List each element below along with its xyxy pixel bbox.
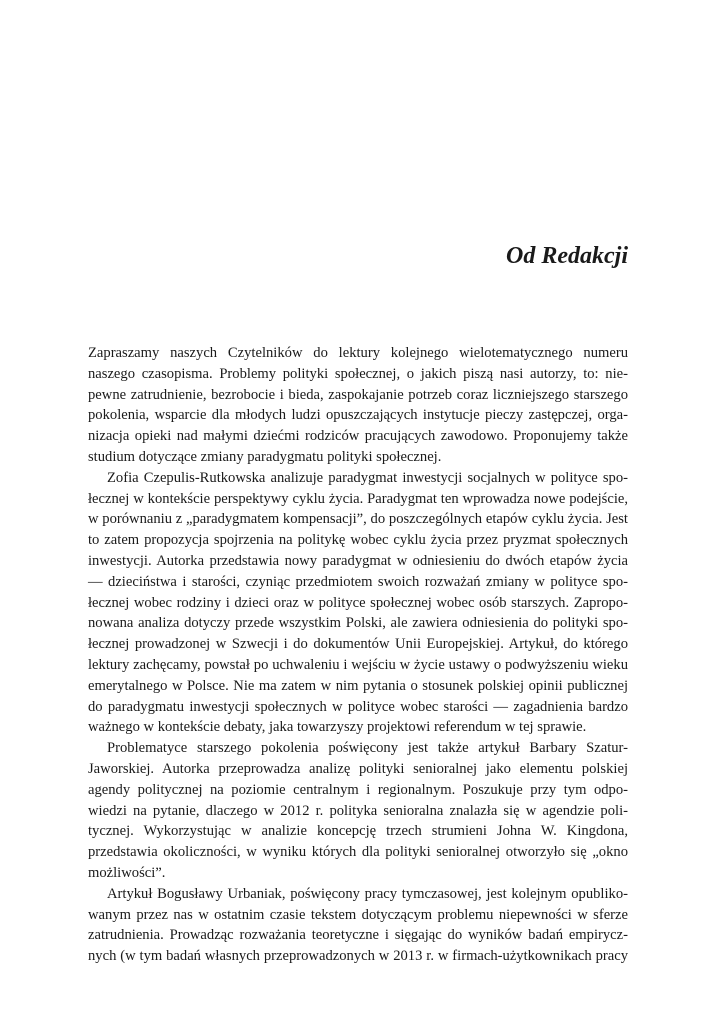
paragraph-line: tycznej. Wykorzystując w analizie koncepcję trzech strumieni Johna W. Kingdona, bbox=[88, 823, 628, 840]
paragraph-line: pokolenia, wsparcie dla młodych ludzi opuszczających instytucje pieczy zastępczej, orga- bbox=[88, 407, 628, 424]
paragraph-line: lektury zachęcamy, powstał po uchwaleniu i wejściu w życie ustawy o podwyższeniu wieku bbox=[88, 656, 628, 673]
paragraph-line: łecznej prowadzonej w Szwecji i do dokumentów Unii Europejskiej. Artykuł, do którego bbox=[88, 636, 628, 653]
paragraph-line: łecznej w kontekście perspektywy cyklu życia. Paradygmat ten wprowadza nowe podejście, bbox=[88, 490, 628, 507]
paragraph-line: przedstawia okoliczności, w wyniku których dla polityki senioralnej otworzyło się „okno bbox=[88, 844, 628, 861]
paragraph-line: emerytalnego w Polsce. Nie ma zatem w nim pytania o stosunek polskiej opinii publicznej bbox=[88, 677, 628, 694]
paragraph-line: Problematyce starszego pokolenia poświęcony jest także artykuł Barbary Szatur- bbox=[107, 740, 628, 757]
paragraph-line: zatrudnienia. Prowadząc rozważania teoretyczne i sięgając do wyników badań empirycz- bbox=[88, 927, 628, 944]
paragraph-line: Zapraszamy naszych Czytelników do lektury kolejnego wielotematycznego numeru bbox=[88, 345, 628, 361]
paragraph-line: Zofia Czepulis-Rutkowska analizuje paradygmat inwestycji socjalnych w polityce spo- bbox=[107, 469, 628, 486]
paragraph-line: pewne zatrudnienie, bezrobocie i bieda, zaspokajanie potrzeb coraz liczniejszego starszego bbox=[88, 386, 628, 403]
paragraph-line: do paradygmatu inwestycji społecznych w polityce wobec starości — zagadnienia bardzo bbox=[88, 698, 628, 715]
paragraph-line: nowana analiza dotyczy przede wszystkim Polski, ale zawiera odniesienia do polityki spo- bbox=[88, 615, 628, 632]
paragraph-line: wanym przez nas w ostatnim czasie tekstem dotyczącym problemu niepewności w sferze bbox=[88, 906, 628, 923]
paragraph-line: studium dotyczące zmiany paradygmatu polityki społecznej. bbox=[88, 448, 442, 465]
paragraph-line: inwestycji. Autorka przedstawia nowy paradygmat w odniesieniu do dwóch etapów życia bbox=[88, 552, 628, 569]
paragraph-line: w porównaniu z „paradygmatem kompensacji”, do poszczególnych etapów cyklu życia. Jest bbox=[88, 511, 628, 528]
paragraph-line: Artykuł Bogusławy Urbaniak, poświęcony pracy tymczasowej, jest kolejnym opubliko- bbox=[107, 885, 628, 902]
body-text bbox=[88, 343, 628, 967]
paragraph-line: Jaworskiej. Autorka przeprowadza analizę polityki senioralnej jako elementu polskiej bbox=[88, 760, 628, 777]
paragraph-line: wiedzi na pytanie, dlaczego w 2012 r. polityka senioralna znalazła się w agendzie poli- bbox=[88, 802, 628, 819]
paragraph-line: nych (w tym badań własnych przeprowadzonych w 2013 r. w firmach-użytkownikach pracy bbox=[88, 948, 628, 965]
paragraph-line: agendy politycznej na poziomie centralnym i regionalnym. Poszukuje przy tym odpo- bbox=[88, 781, 628, 798]
section-heading: Od Redakcji bbox=[506, 243, 628, 269]
paragraph-line: ważnego w kontekście debaty, jaka towarzyszy projektowi referendum w tej sprawie. bbox=[88, 719, 587, 736]
paragraph-line: możliwości”. bbox=[88, 864, 166, 881]
paragraph-line: — dzieciństwa i starości, czyniąc przedmiotem swoich rozważań zmiany w polityce spo- bbox=[88, 573, 628, 590]
paragraph-line: nizacja opieki nad małymi dziećmi rodziców pracujących zawodowo. Proponujemy także bbox=[88, 428, 628, 445]
paragraph-line: łecznej wobec rodziny i dzieci oraz w polityce społecznej wobec osób starszych. Zapropo- bbox=[88, 594, 628, 611]
paragraph-line: to zatem propozycja spojrzenia na politykę wobec cyklu życia przez pryzmat społecznych bbox=[88, 532, 628, 549]
paragraph-line: naszego czasopisma. Problemy polityki społecznej, o jakich piszą nasi autorzy, to: nie- bbox=[88, 365, 628, 382]
